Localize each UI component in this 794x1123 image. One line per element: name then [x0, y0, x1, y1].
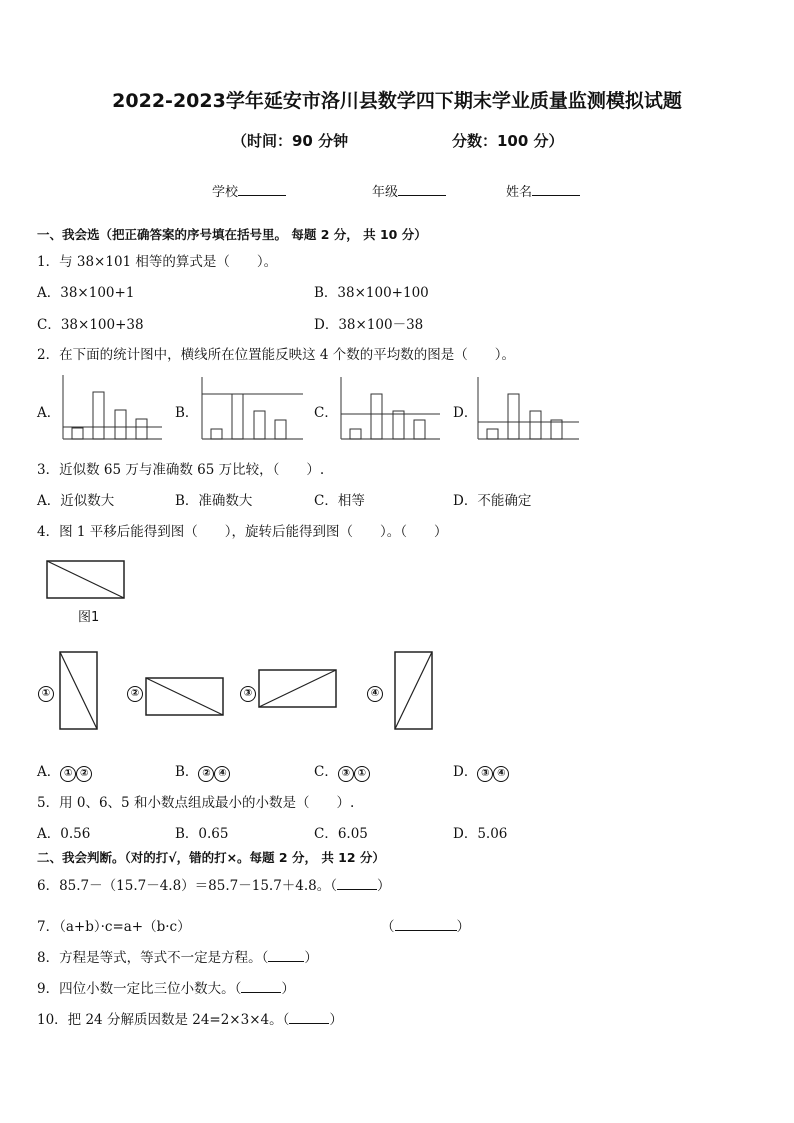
q6-text: 6．85.7－（15.7－4.8）＝85.7－15.7＋4.8。（	[37, 878, 338, 894]
q1-option-c[interactable]: C．38×100+38	[37, 317, 144, 333]
q1-option-d[interactable]: D．38×100－38	[314, 317, 424, 333]
shape2-label: ②	[127, 681, 143, 702]
q3-option-c[interactable]: C．相等	[314, 493, 365, 509]
q9-text: 9．四位小数一定比三位小数大。（	[37, 981, 242, 997]
shape3-label: ③	[240, 681, 256, 702]
school-field[interactable]	[212, 181, 286, 200]
q5-option-a[interactable]: A．0.56	[37, 826, 91, 842]
q8-answer-blank[interactable]	[268, 949, 304, 962]
q9-item: 9．四位小数一定比三位小数大。（ ）	[37, 981, 295, 997]
q2-chart-d	[477, 377, 579, 441]
q5-option-b[interactable]: B．0.65	[175, 826, 229, 842]
school-label: 学校	[212, 185, 239, 200]
q1-text: 1．与 38×101 相等的算式是（ ）。	[37, 254, 278, 270]
name-field[interactable]	[506, 181, 580, 200]
q4-option-d[interactable]: D． ③ ④	[453, 760, 509, 782]
q6-answer-blank[interactable]	[337, 877, 377, 890]
q4-option-b[interactable]: B． ② ④	[175, 760, 230, 782]
q1-option-a[interactable]: A．38×100+1	[37, 285, 135, 301]
q8-text: 8．方程是等式，等式不一定是方程。（	[37, 950, 269, 966]
q5-text: 5．用 0、6、5 和小数点组成最小的小数是（ ）.	[37, 795, 355, 811]
q3-option-d[interactable]: D．不能确定	[453, 493, 532, 509]
q8-item: 8．方程是等式，等式不一定是方程。（ ）	[37, 950, 318, 966]
section2-heading: 二、我会判断。（对的打√，错的打×。每题 2 分， 共 12 分）	[37, 850, 385, 865]
q7-answer: （ ）	[381, 919, 470, 935]
q2-chart-a	[62, 375, 162, 441]
q10-item: 10．把 24 分解质因数是 24=2×3×4。（ ）	[37, 1012, 343, 1028]
shape1-rectangle	[59, 651, 99, 730]
shape3-rectangle	[258, 669, 337, 709]
q7-answer-blank[interactable]	[395, 918, 457, 931]
q1-option-b[interactable]: B．38×100+100	[314, 285, 429, 301]
shape4-label: ④	[367, 681, 383, 702]
page-title: 2022-2023学年延安市洛川县数学四下期末学业质量监测模拟试题	[112, 90, 682, 112]
score-label: 分数：100 分）	[452, 132, 564, 150]
q9-answer-blank[interactable]	[241, 980, 281, 993]
section1-heading: 一、我会选（把正确答案的序号填在括号里。 每题 2 分， 共 10 分）	[37, 227, 427, 242]
q5-option-c[interactable]: C．6.05	[314, 826, 368, 842]
figure1-rectangle	[46, 560, 125, 600]
name-label: 姓名	[506, 185, 533, 200]
grade-label: 年级	[372, 185, 399, 200]
name-blank[interactable]	[532, 183, 580, 196]
time-label: （时间：90 分钟	[232, 132, 349, 150]
q2-option-b[interactable]: B．	[175, 405, 199, 421]
q2-option-a[interactable]: A．	[37, 405, 61, 421]
q4-option-c[interactable]: C． ③ ①	[314, 760, 370, 782]
q10-answer-blank[interactable]	[289, 1011, 329, 1024]
q2-option-d[interactable]: D．	[453, 405, 478, 421]
shape4-rectangle	[394, 651, 434, 730]
school-blank[interactable]	[238, 183, 286, 196]
q2-option-c[interactable]: C．	[314, 405, 338, 421]
q5-option-d[interactable]: D．5.06	[453, 826, 508, 842]
q4-option-a[interactable]: A． ① ②	[37, 760, 92, 782]
q3-text: 3．近似数 65 万与准确数 65 万比较，（ ）.	[37, 462, 325, 478]
q3-option-b[interactable]: B．准确数大	[175, 493, 253, 509]
shape2-rectangle	[145, 677, 224, 717]
q2-chart-b	[201, 377, 303, 441]
q2-chart-c	[340, 377, 440, 441]
shape1-label: ①	[38, 681, 54, 702]
figure1-label: 图1	[78, 610, 100, 625]
q3-option-a[interactable]: A．近似数大	[37, 493, 115, 509]
grade-blank[interactable]	[398, 183, 446, 196]
q10-text: 10．把 24 分解质因数是 24=2×3×4。（	[37, 1012, 290, 1028]
q2-text: 2．在下面的统计图中，横线所在位置能反映这 4 个数的平均数的图是（ ）。	[37, 347, 516, 363]
q6-item: 6．85.7－（15.7－4.8）＝85.7－15.7＋4.8。（ ）	[37, 878, 391, 894]
q7-text: 7．（a+b）·c=a+（b·c）	[37, 919, 191, 935]
q4-text: 4．图 1 平移后能得到图（ ），旋转后能得到图（ ）。（ ）	[37, 524, 448, 540]
grade-field[interactable]	[372, 181, 446, 200]
